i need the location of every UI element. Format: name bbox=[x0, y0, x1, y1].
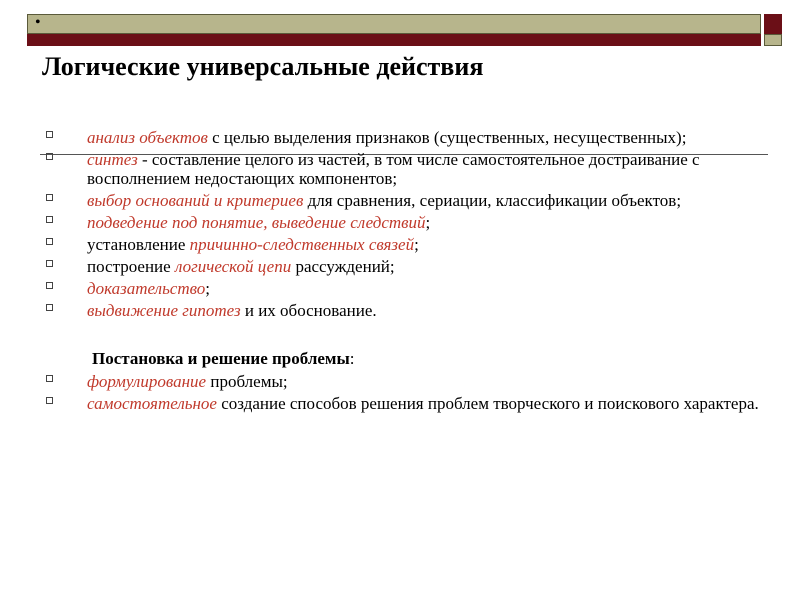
header-band-dark bbox=[27, 34, 761, 46]
item-text: - составление целого из частей, в том числе самостоятельное достраивание с восполнением недостающих компонентов; bbox=[87, 150, 700, 188]
item-text: создание способов решения проблем творческого и поискового характера. bbox=[216, 394, 759, 413]
square-bullet-icon bbox=[46, 375, 53, 382]
problem-list bbox=[40, 372, 770, 413]
item-text: с целью выделения признаков (существенных, несущественных); bbox=[207, 128, 687, 147]
item-prefix: построение bbox=[87, 257, 175, 276]
square-bullet-icon bbox=[46, 153, 53, 160]
item-text: ; bbox=[414, 235, 419, 254]
item-prefix: установление bbox=[87, 235, 190, 254]
actions-list bbox=[40, 128, 770, 320]
square-bullet-icon bbox=[46, 216, 53, 223]
item-highlight: причинно-следственных связей bbox=[189, 235, 415, 254]
square-bullet-icon bbox=[46, 282, 53, 289]
item-text: и их обоснование. bbox=[240, 301, 377, 320]
list-item bbox=[40, 301, 770, 320]
header-band-olive bbox=[27, 14, 761, 34]
item-highlight: выдвижение гипотез bbox=[87, 301, 241, 320]
section-subheading bbox=[92, 349, 770, 369]
item-highlight: формулирование bbox=[87, 372, 207, 391]
item-highlight: синтез bbox=[87, 150, 138, 169]
item-text: проблемы; bbox=[206, 372, 288, 391]
list-item bbox=[40, 128, 770, 147]
list-item bbox=[40, 394, 770, 413]
item-text: рассуждений; bbox=[291, 257, 395, 276]
square-bullet-icon bbox=[46, 304, 53, 311]
list-item bbox=[40, 150, 770, 188]
item-highlight: логической цепи bbox=[174, 257, 292, 276]
subheading-colon: : bbox=[349, 349, 355, 368]
item-highlight: самостоятельное bbox=[87, 394, 217, 413]
item-text: для сравнения, сериации, классификации объектов; bbox=[303, 191, 682, 210]
square-bullet-icon bbox=[46, 131, 53, 138]
item-text: ; bbox=[205, 279, 211, 298]
square-bullet-icon bbox=[46, 194, 53, 201]
slide-content bbox=[40, 128, 770, 416]
corner-square-olive bbox=[764, 34, 782, 46]
list-item bbox=[40, 191, 770, 210]
square-bullet-icon bbox=[46, 260, 53, 267]
list-item bbox=[40, 372, 770, 391]
list-item bbox=[40, 213, 770, 232]
corner-square-dark bbox=[764, 14, 782, 34]
list-item bbox=[40, 235, 770, 254]
item-highlight: выбор оснований и критериев bbox=[87, 191, 304, 210]
list-item bbox=[40, 279, 770, 298]
item-highlight: подведение под понятие, выведение следствий bbox=[87, 213, 426, 232]
header-bullet-icon: • bbox=[35, 14, 41, 31]
list-item bbox=[40, 257, 770, 276]
square-bullet-icon bbox=[46, 238, 53, 245]
slide-title: Логические универсальные действия bbox=[42, 52, 484, 81]
item-highlight: анализ объектов bbox=[87, 128, 208, 147]
square-bullet-icon bbox=[46, 397, 53, 404]
item-text: ; bbox=[425, 213, 431, 232]
item-highlight: доказательство bbox=[87, 279, 206, 298]
subheading-text: Постановка и решение проблемы bbox=[92, 349, 350, 368]
